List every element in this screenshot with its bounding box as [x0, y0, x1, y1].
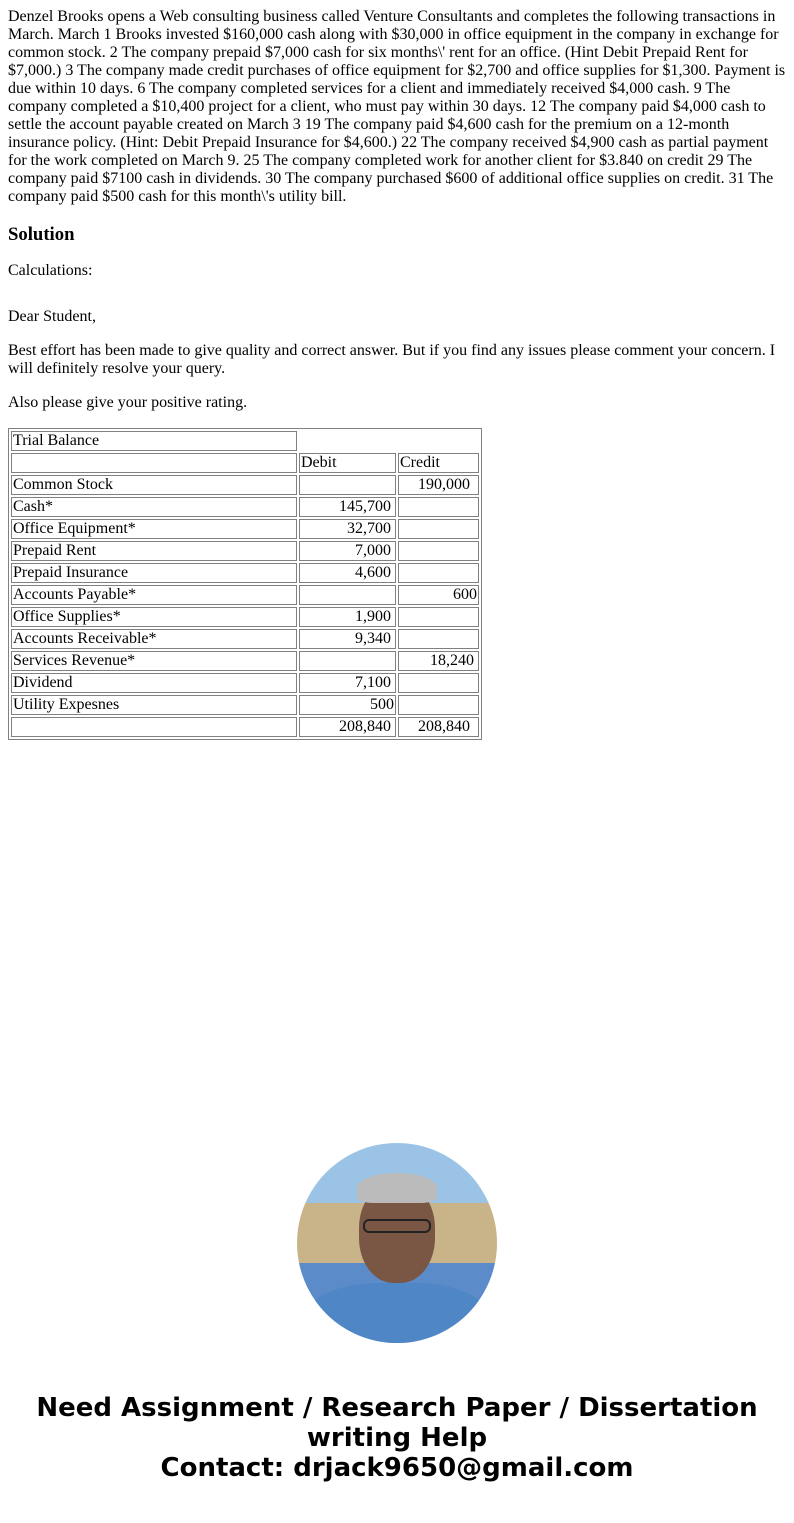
table-row: Office Supplies* 1,900: [11, 607, 479, 627]
table-row: Utility Expesnes 500: [11, 695, 479, 715]
table-row: Prepaid Rent 7,000: [11, 541, 479, 561]
footer-help-text: Need Assignment / Research Paper / Dissertation writing Help: [36, 1393, 758, 1453]
table-row: Dividend 7,100: [11, 673, 479, 693]
trial-balance-table: [8, 428, 482, 740]
table-row: Services Revenue* 18,240: [11, 651, 479, 671]
table-title: Trial Balance: [11, 431, 297, 451]
footer-contact: Contact: drjack9650@gmail.com: [160, 1453, 634, 1483]
credit-header: Credit: [398, 453, 479, 473]
table-row: Prepaid Insurance 4,600: [11, 563, 479, 583]
footer-banner: [8, 1393, 786, 1483]
question-text: Denzel Brooks opens a Web consulting business called Venture Consultants and completes the following transactions in March. March 1 Brooks invested $160,000 cash along with $30,000 in office equipment in the company in exchange for common stock. 2 The company prepaid $7,000 cash for six months\' rent for an office. (Hint Debit Prepaid Rent for $7,000.) 3 The company made credit purchases of office equipment for $2,700 and office supplies for $1,300. Payment is due within 10 days. 6 The company completed services for a client and immediately received $4,000 cash. 9 The company completed a $10,400 project for a client, who must pay within 30 days. 12 The company paid $4,000 cash to settle the account payable created on March 3 19 The company paid $4,600 cash for the premium on a 12-month insurance policy. (Hint: Debit Prepaid Insurance for $4,600.) 22 The company received $4,900 cash as partial payment for the work completed on March 9. 25 The company completed work for another client for $3.840 on credit 29 The company paid $7100 cash in dividends. 30 The company purchased $600 of additional office supplies on credit. 31 The company paid $500 cash for this month\'s utility bill.: [8, 8, 786, 205]
solution-heading: Solution: [8, 224, 75, 245]
table-row: Accounts Receivable* 9,340: [11, 629, 479, 649]
table-row: Common Stock 190,000: [11, 475, 479, 495]
debit-header: Debit: [299, 453, 396, 473]
table-row: Accounts Payable* 600: [13, 586, 477, 603]
greeting: Dear Student,: [8, 308, 96, 325]
table-row: Cash* 145,700: [11, 497, 479, 517]
author-avatar: [297, 1143, 497, 1343]
effort-note: Best effort has been made to give quality and correct answer. But if you find any issues please comment your concern. I will definitely resolve your query.: [8, 342, 776, 377]
rating-request: Also please give your positive rating.: [8, 394, 248, 411]
table-row: Office Equipment* 32,700: [11, 519, 479, 539]
calculations-label: Calculations:: [8, 262, 93, 279]
total-row: 208,840 208,840: [11, 717, 479, 737]
